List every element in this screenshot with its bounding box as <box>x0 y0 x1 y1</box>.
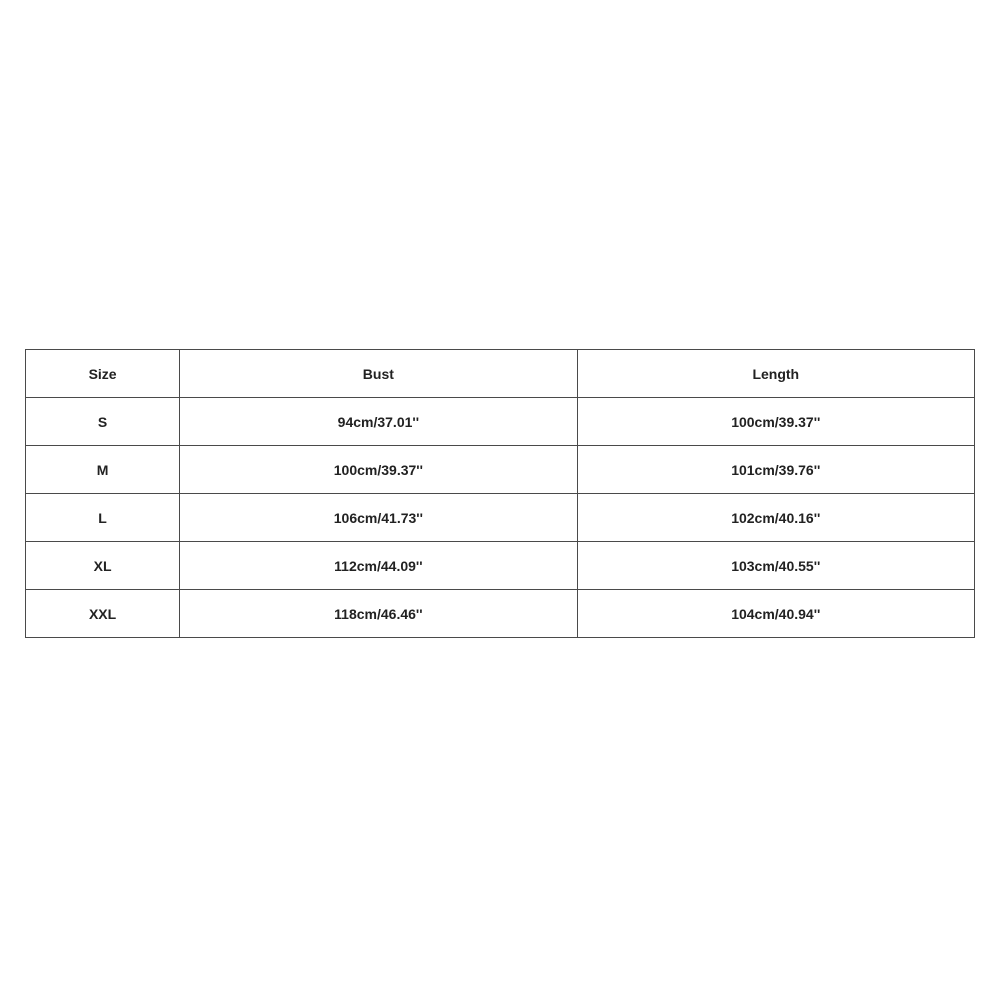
bust-cell: 100cm/39.37'' <box>180 446 577 494</box>
length-cell: 103cm/40.55'' <box>577 542 974 590</box>
header-length: Length <box>577 350 974 398</box>
header-size: Size <box>26 350 180 398</box>
size-cell: XXL <box>26 590 180 638</box>
size-cell: XL <box>26 542 180 590</box>
bust-cell: 118cm/46.46'' <box>180 590 577 638</box>
table-row <box>26 446 975 494</box>
table-row <box>26 542 975 590</box>
size-cell: S <box>26 398 180 446</box>
length-cell: 104cm/40.94'' <box>577 590 974 638</box>
bust-cell: 106cm/41.73'' <box>180 494 577 542</box>
size-cell: L <box>26 494 180 542</box>
table-row <box>26 398 975 446</box>
table-row <box>26 590 975 638</box>
size-chart-table <box>25 349 975 638</box>
bust-cell: 94cm/37.01'' <box>180 398 577 446</box>
length-cell: 102cm/40.16'' <box>577 494 974 542</box>
size-cell: M <box>26 446 180 494</box>
table-row <box>26 494 975 542</box>
table-header-row <box>26 350 975 398</box>
bust-cell: 112cm/44.09'' <box>180 542 577 590</box>
length-cell: 100cm/39.37'' <box>577 398 974 446</box>
header-bust: Bust <box>180 350 577 398</box>
length-cell: 101cm/39.76'' <box>577 446 974 494</box>
